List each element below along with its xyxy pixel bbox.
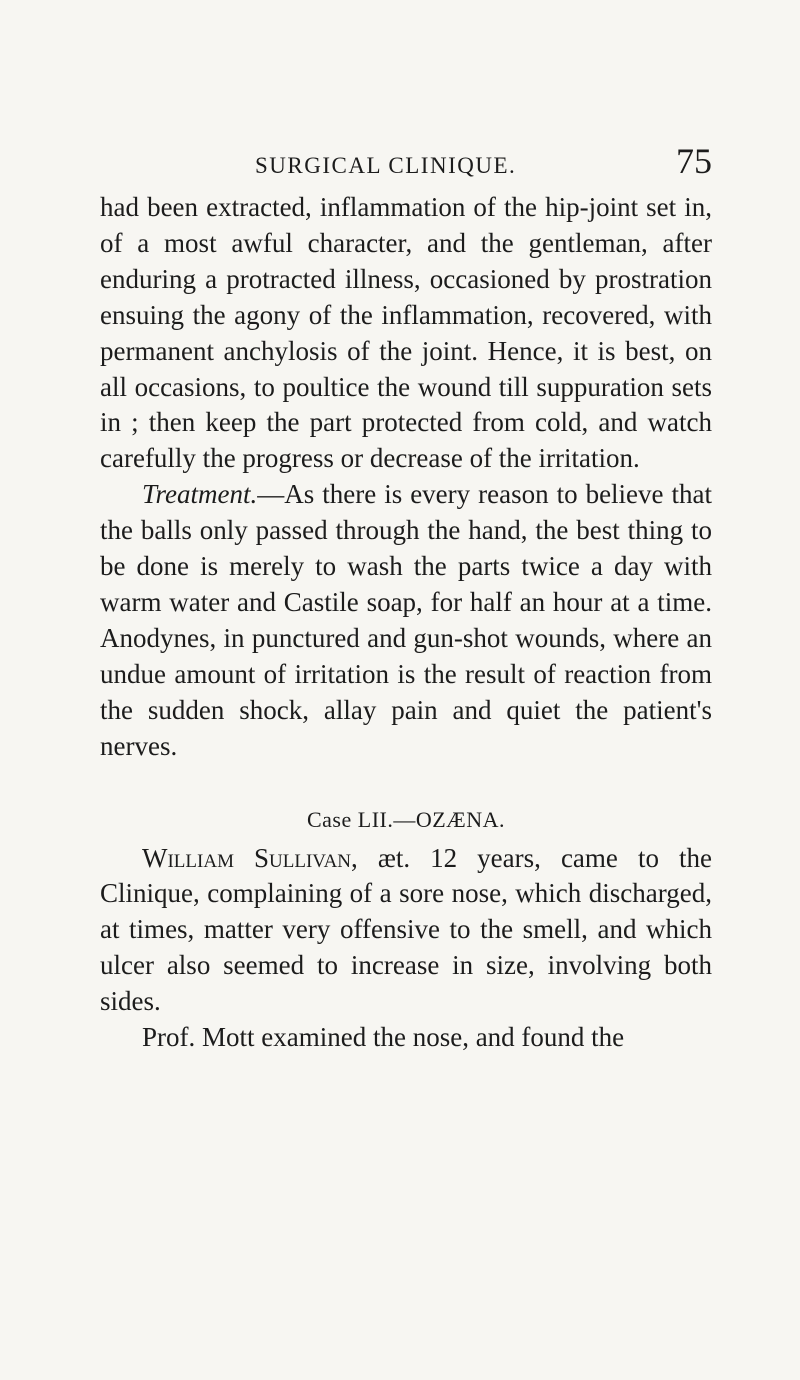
running-head <box>100 140 712 190</box>
body-text <box>100 190 712 1056</box>
paragraph-examination: Prof. Mott examined the nose, and found the <box>142 1022 625 1053</box>
treatment-label: Treatment. <box>142 479 258 510</box>
page-number: 75 <box>676 141 712 181</box>
paragraph-case-intro <box>100 841 712 1021</box>
book-page <box>100 140 712 1056</box>
running-title: SURGICAL CLINIQUE. <box>255 153 517 178</box>
treatment-text: —As there is every reason to believe that the balls only passed through the hand, the best thing to be done is merely to wash the parts twice a day with warm water and Castile soap, for half an hour at a time. Anodynes, in punctured and gun-shot wounds, where an undue amount of irritation is the result of reaction from the sudden shock, allay pain and quiet the patient's nerves. <box>100 479 712 761</box>
paragraph-treatment <box>100 477 712 764</box>
case-intro-text: æt. 12 years, came to the Clinique, complaining of a sore nose, which discharged, at times, matter very offensive to the smell, and which ulcer also seemed to increase in size, involving both sides. <box>100 842 712 1017</box>
patient-name: William Sullivan, <box>142 842 358 873</box>
paragraph-continuation: had been extracted, inflammation of the hip-joint set in, of a most awful character, and the gentleman, after enduring a protracted illness, occasioned by prostration ensuing the agony of the inflammation, recovered, with permanent anchylosis of the joint. Hence, it is best, on all occasions, to poultice the wound till suppuration sets in ; then keep the part protected from cold, and watch carefully the progress or decrease of the irritation. <box>100 192 712 474</box>
case-heading: Case LII.—OZÆNA. <box>306 806 506 832</box>
